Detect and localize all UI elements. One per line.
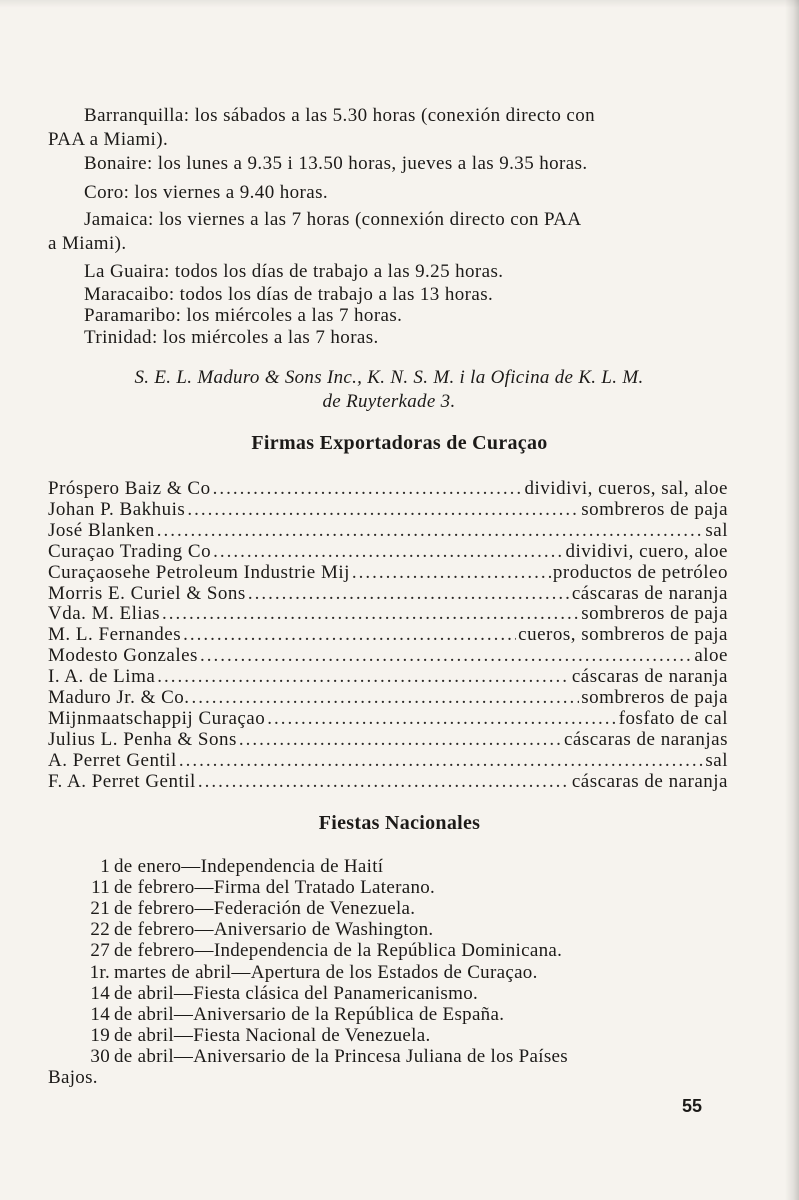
holidays-heading: Fiestas Nacionales — [318, 812, 481, 834]
exporter-product: sombreros de paja — [581, 603, 728, 624]
holiday-text: de abril—Fiesta Nacional de Venezuela. — [114, 1025, 431, 1046]
schedule-line: Paramaribo: los miércoles a las 7 horas. — [84, 305, 403, 326]
holiday-text: de febrero—Aniversario de Washington. — [114, 919, 434, 940]
holiday-day: 22 — [90, 919, 110, 940]
exporter-product: dividivi, cueros, sal, aloe — [524, 478, 728, 499]
dot-leader — [187, 499, 579, 521]
holiday-item — [84, 983, 478, 1005]
agents-line: de Ruyterkade 3. — [322, 391, 456, 412]
exporter-row — [48, 603, 728, 625]
holiday-day: 11 — [91, 877, 110, 898]
exporter-name: Curaçaosehe Petroleum Industrie Mij — [48, 562, 350, 583]
dot-leader — [213, 541, 563, 563]
exporter-row — [48, 771, 728, 793]
exporter-name: F. A. Perret Gentil — [48, 771, 196, 792]
holiday-text-cont: Bajos. — [48, 1067, 98, 1088]
holiday-text: de febrero—Independencia de la República Dominicana. — [114, 940, 563, 961]
exporter-row — [48, 583, 728, 605]
schedule-line: Jamaica: los viernes a las 7 horas (connexión directo con PAA — [84, 209, 582, 230]
exporter-product: sombreros de paja — [581, 687, 728, 708]
exporter-name: M. L. Fernandes — [48, 624, 182, 645]
holiday-day: 30 — [90, 1046, 110, 1067]
holiday-item — [84, 1046, 568, 1068]
schedule-line-cont: a Miami). — [48, 233, 127, 254]
holiday-text: de febrero—Firma del Tratado Laterano. — [114, 877, 436, 898]
holiday-text: de febrero—Federación de Venezuela. — [114, 898, 416, 919]
page-edge-shadow — [785, 0, 799, 1200]
schedule-line: Barranquilla: los sábados a las 5.30 horas (conexión directo con — [84, 105, 596, 126]
holiday-day: 21 — [90, 898, 110, 919]
dot-leader — [198, 771, 570, 793]
holiday-item — [84, 856, 383, 878]
schedule-line: Maracaibo: todos los días de trabajo a las 13 horas. — [84, 284, 494, 305]
page-top-shadow — [0, 0, 799, 8]
exporter-row — [48, 708, 728, 730]
exporter-name: Vda. M. Elias — [48, 603, 161, 624]
exporter-product: cáscaras de naranja — [571, 666, 728, 687]
exporter-product: cáscaras de naranja — [571, 771, 728, 792]
holiday-item — [84, 898, 415, 920]
exporter-product: aloe — [694, 645, 728, 666]
dot-leader — [183, 624, 516, 646]
schedule-line: Trinidad: los miércoles a las 7 horas. — [84, 327, 379, 348]
exporter-name: Mijnmaatschappij Curaçao — [48, 708, 266, 729]
exporter-product: sal — [705, 750, 728, 771]
schedule-line: Coro: los viernes a 9.40 horas. — [84, 182, 329, 203]
holiday-day: 1r. — [89, 962, 110, 983]
holiday-day: 14 — [90, 1004, 110, 1025]
holiday-text: de abril—Aniversario de la República de España. — [114, 1004, 505, 1025]
holiday-day: 14 — [90, 983, 110, 1004]
schedule-bonaire — [84, 152, 588, 176]
holiday-text: de enero—Independencia de Haití — [114, 856, 384, 877]
exporter-row — [48, 750, 728, 772]
exporter-product: dividivi, cuero, aloe — [565, 541, 728, 562]
page-number: 55 — [682, 1096, 703, 1116]
dot-leader — [248, 583, 570, 605]
exporter-name: Próspero Baiz & Co — [48, 478, 211, 499]
exporter-row — [48, 541, 728, 563]
exporter-product: cueros, sombreros de paja — [518, 624, 728, 645]
holiday-text: de abril—Fiesta clásica del Panamericanismo. — [114, 983, 479, 1004]
exporter-name: Maduro Jr. & Co. — [48, 687, 190, 708]
dot-leader — [179, 750, 704, 772]
exporter-product: sombreros de paja — [581, 499, 728, 520]
exporter-row — [48, 687, 728, 709]
schedule-jamaica — [48, 208, 582, 256]
exporters-heading: Firmas Exportadoras de Curaçao — [251, 432, 548, 454]
holiday-item — [84, 1004, 504, 1026]
exporter-name: Morris E. Curiel & Sons — [48, 583, 246, 604]
dot-leader — [162, 603, 579, 625]
dot-leader — [213, 478, 523, 500]
holiday-item — [84, 940, 562, 962]
exporter-product: cáscaras de naranja — [571, 583, 728, 604]
exporter-product: sal — [705, 520, 728, 541]
schedule-coro — [84, 181, 328, 205]
schedule-trinidad — [84, 326, 379, 350]
schedule-line-cont: PAA a Miami). — [48, 129, 169, 150]
holiday-text: martes de abril—Apertura de los Estados de Curaçao. — [114, 962, 538, 983]
exporter-product: fosfato de cal — [618, 708, 728, 729]
dot-leader — [239, 729, 562, 751]
exporter-row — [48, 562, 728, 584]
agents-note — [44, 366, 734, 414]
exporter-name: Curaçao Trading Co — [48, 541, 212, 562]
holiday-text: de abril—Aniversario de la Princesa Juliana de los Países — [114, 1046, 568, 1067]
schedule-line: Bonaire: los lunes a 9.35 i 13.50 horas, jueves a las 9.35 horas. — [84, 153, 588, 174]
holiday-day: 1 — [100, 856, 110, 877]
exporter-name: José Blanken — [48, 520, 155, 541]
holiday-item — [84, 1025, 431, 1047]
holiday-item — [84, 962, 538, 984]
exporter-name: A. Perret Gentil — [48, 750, 177, 771]
schedule-line: La Guaira: todos los días de trabajo a las 9.25 horas. — [84, 261, 504, 282]
exporter-name: I. A. de Lima — [48, 666, 156, 687]
dot-leader — [157, 520, 704, 542]
schedule-la-guaira — [84, 260, 503, 284]
exporter-name: Julius L. Penha & Sons — [48, 729, 237, 750]
schedule-paramaribo — [84, 304, 402, 328]
exporter-row — [48, 520, 728, 542]
exporter-row — [48, 624, 728, 646]
exporter-row — [48, 729, 728, 751]
holiday-day: 19 — [90, 1025, 110, 1046]
exporter-row — [48, 499, 728, 521]
dot-leader — [200, 645, 692, 667]
dot-leader — [157, 666, 570, 688]
dot-leader — [192, 687, 580, 709]
holiday-item — [84, 919, 433, 941]
exporter-name: Modesto Gonzales — [48, 645, 198, 666]
exporter-row — [48, 645, 728, 667]
exporter-product: cáscaras de naranjas — [563, 729, 728, 750]
holiday-item — [84, 877, 435, 899]
exporter-product: productos de petróleo — [552, 562, 728, 583]
exporter-name: Johan P. Bakhuis — [48, 499, 186, 520]
exporter-row — [48, 666, 728, 688]
dot-leader — [267, 708, 616, 730]
dot-leader — [352, 562, 551, 584]
holiday-day: 27 — [90, 940, 110, 961]
exporter-row — [48, 478, 728, 500]
schedule-barranquilla — [48, 104, 596, 152]
agents-line: S. E. L. Maduro & Sons Inc., K. N. S. M. i la Oficina de K. L. M. — [134, 367, 644, 388]
